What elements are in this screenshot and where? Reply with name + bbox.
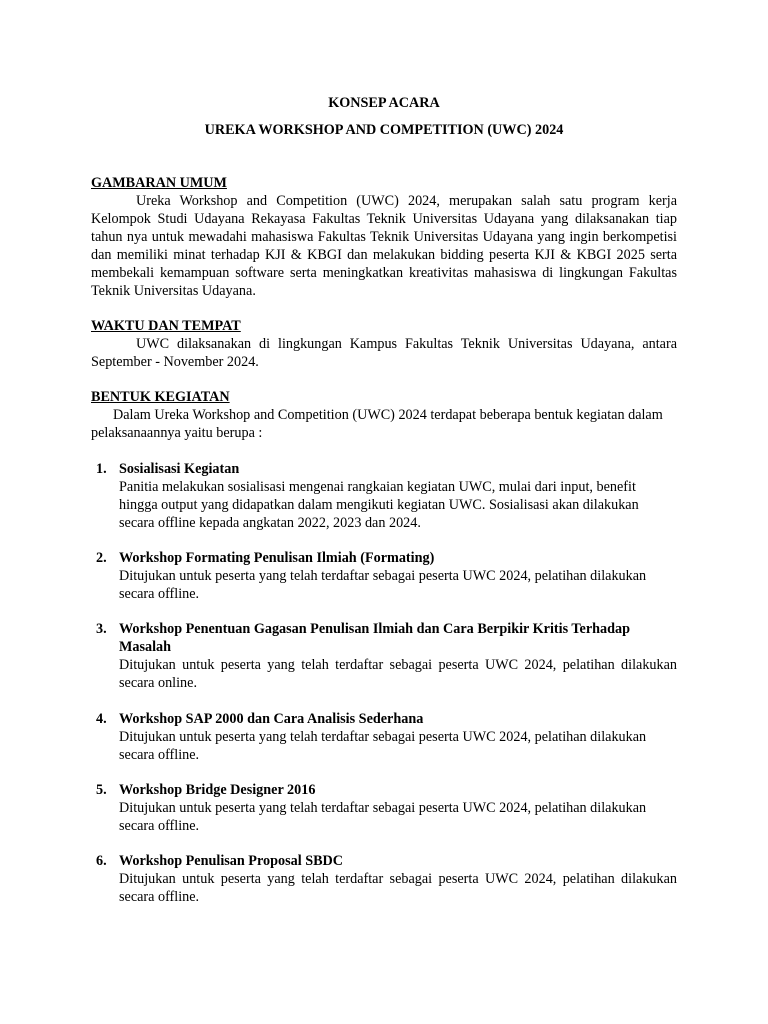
list-item-text: Ditujukan untuk peserta yang telah terdaftar sebagai peserta UWC 2024, pelatihan dilakukan secara online.	[119, 657, 677, 691]
list-item	[91, 549, 677, 603]
list-item-text: Panitia melakukan sosialisasi mengenai rangkaian kegiatan UWC, mulai dari input, benefit hingga output yang didapatkan dalam mengikuti kegiatan UWC. Sosialisasi akan dilakukan secara offline kepada angkatan 2022, 2023 dan 2024.	[119, 479, 639, 531]
list-item-title: Workshop Formating Penulisan Ilmiah (Formating)	[119, 550, 435, 566]
section-paragraph: Dalam Ureka Workshop and Competition (UWC) 2024 terdapat beberapa bentuk kegiatan dalam pelaksanaannya yaitu berupa :	[91, 407, 663, 441]
document-title: KONSEP ACARA	[328, 95, 440, 111]
list-item-title: Workshop Penulisan Proposal SBDC	[119, 853, 344, 869]
list-item-text: Ditujukan untuk peserta yang telah terdaftar sebagai peserta UWC 2024, pelatihan dilakukan secara offline.	[119, 800, 647, 834]
section-paragraph: Ureka Workshop and Competition (UWC) 2024, merupakan salah satu program kerja Kelompok Studi Udayana Rekayasa Fakultas Teknik Universitas Udayana yang dilaksanakan tiap tahun nya untuk mewadahi mahasiswa Fakultas Teknik Universitas Udayana yang ingin berkompetisi dan memiliki minat terhadap KJI & KBGI dan melakukan bidding peserta KJI & KBGI 2025 serta membekali kemampuan software serta meningkatkan kreativitas mahasiswa di lingkungan Fakultas Teknik Universitas Udayana.	[91, 193, 677, 299]
list-item-title: Workshop SAP 2000 dan Cara Analisis Sederhana	[119, 711, 424, 727]
list-item	[91, 781, 677, 835]
section-bentuk-kegiatan	[91, 388, 677, 442]
list-item-number: 1.	[96, 461, 107, 477]
list-item	[91, 620, 677, 692]
list-item-text: Ditujukan untuk peserta yang telah terdaftar sebagai peserta UWC 2024, pelatihan dilakukan secara offline.	[119, 568, 647, 602]
list-item-number: 2.	[96, 550, 107, 566]
section-heading: WAKTU DAN TEMPAT	[91, 318, 241, 334]
list-item	[91, 852, 677, 906]
list-item-text: Ditujukan untuk peserta yang telah terdaftar sebagai peserta UWC 2024, pelatihan dilakukan secara offline.	[119, 729, 647, 763]
section-heading: GAMBARAN UMUM	[91, 175, 227, 191]
section-heading: BENTUK KEGIATAN	[91, 389, 230, 405]
section-paragraph: UWC dilaksanakan di lingkungan Kampus Fakultas Teknik Universitas Udayana, antara September - November 2024.	[91, 336, 677, 370]
list-item-number: 5.	[96, 782, 107, 798]
list-item-number: 3.	[96, 621, 107, 637]
list-item	[91, 460, 677, 532]
list-item-title: Workshop Penentuan Gagasan Penulisan Ilmiah dan Cara Berpikir Kritis Terhadap Masalah	[119, 621, 630, 655]
section-gambaran-umum	[91, 174, 677, 300]
list-item-title: Sosialisasi Kegiatan	[119, 461, 240, 477]
document-subtitle: UREKA WORKSHOP AND COMPETITION (UWC) 2024	[204, 122, 564, 138]
list-item-number: 4.	[96, 711, 107, 727]
list-item-title: Workshop Bridge Designer 2016	[119, 782, 316, 798]
list-item-text: Ditujukan untuk peserta yang telah terdaftar sebagai peserta UWC 2024, pelatihan dilakukan secara offline.	[119, 871, 677, 905]
section-waktu-tempat	[91, 317, 677, 371]
list-item-number: 6.	[96, 853, 107, 869]
list-item	[91, 710, 677, 764]
